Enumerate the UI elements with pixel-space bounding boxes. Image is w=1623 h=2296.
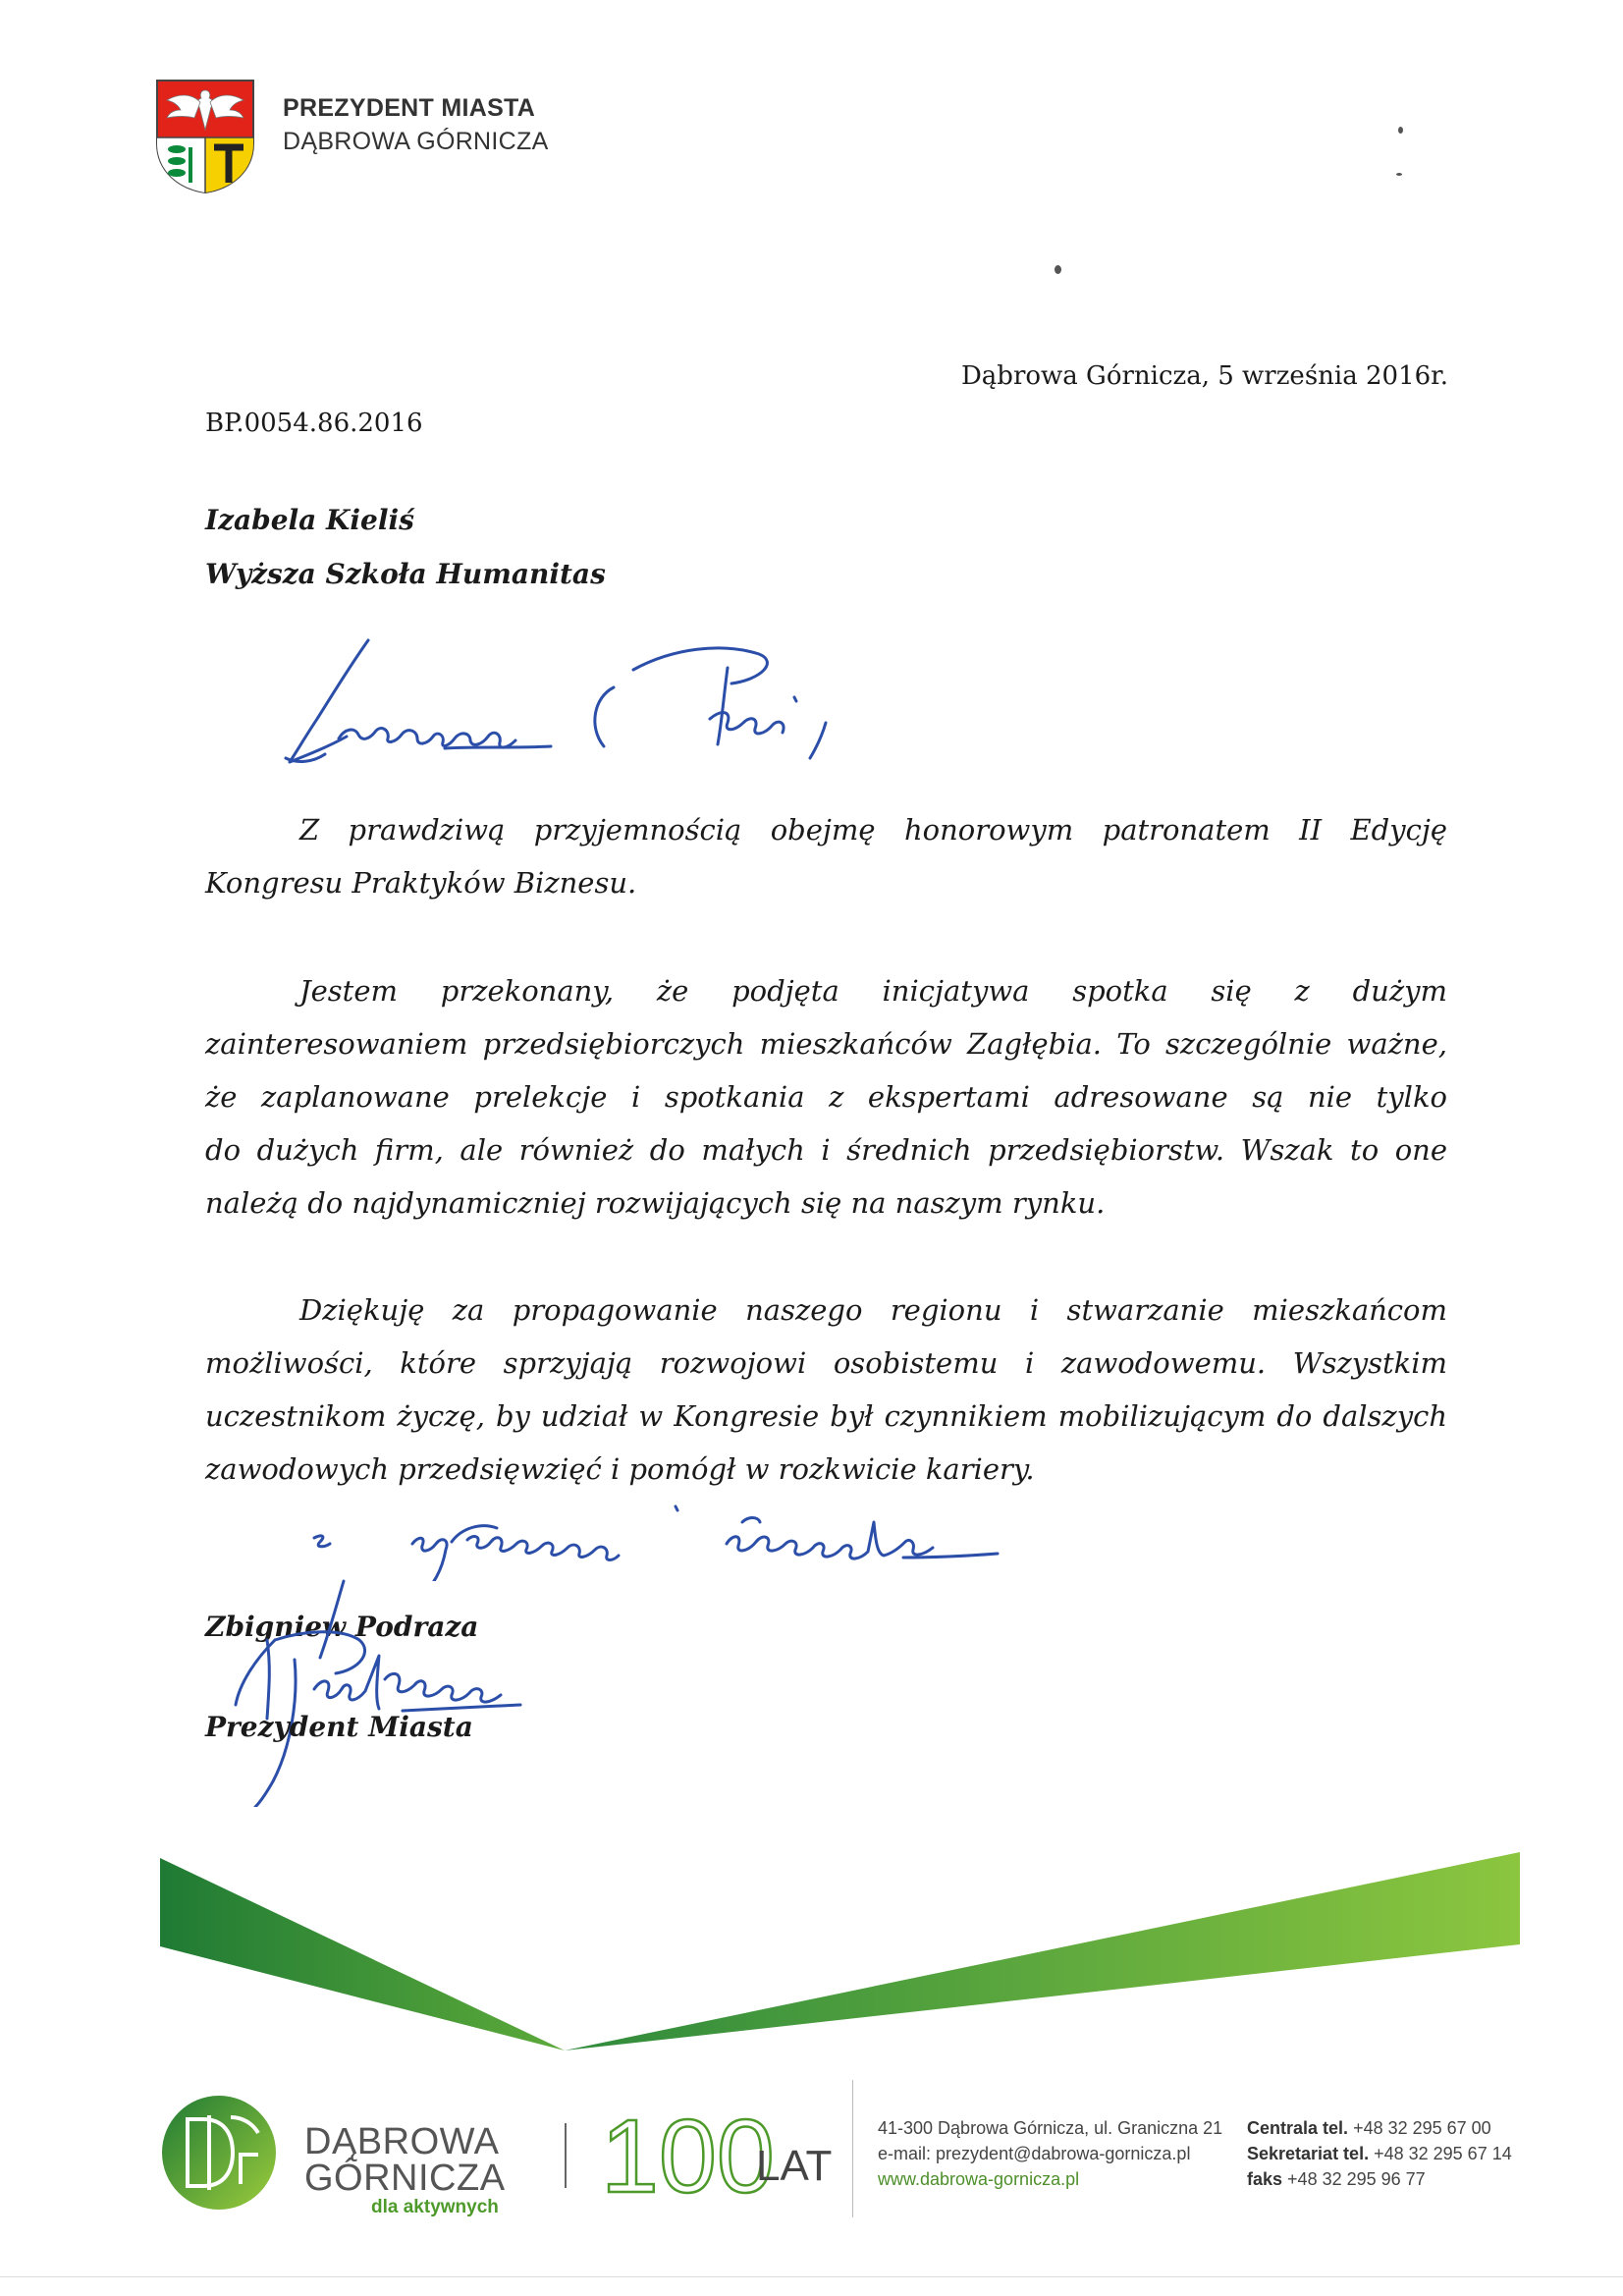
reference-number: BP.0054.86.2016	[205, 409, 423, 438]
email-label: e-mail:	[878, 2144, 932, 2163]
paragraph-line: uczestnikom życzę, by udział w Kongresie był czynnikiem mobilizującym do dalszych	[205, 1399, 1447, 1433]
scan-bottom-edge	[0, 2276, 1623, 2277]
phone-central-label: Centrala tel.	[1247, 2118, 1349, 2138]
paragraph-3	[205, 1284, 1447, 1496]
footer-fax	[1247, 2169, 1426, 2190]
fax-value: +48 32 295 96 77	[1287, 2169, 1426, 2189]
footer-phone-central	[1247, 2118, 1491, 2139]
recipient-organization: Wyższa Szkoła Humanitas	[205, 558, 606, 590]
footer-address: 41-300 Dąbrowa Górnicza, ul. Graniczna 21	[878, 2118, 1223, 2138]
handwritten-closing	[295, 1493, 1001, 1581]
paragraph-line: Kongresu Praktyków Biznesu.	[205, 866, 637, 900]
paragraph-line: do dużych firm, ale również do małych i średnich przedsiębiorstw. Wszak to one	[205, 1133, 1447, 1167]
paragraph-line: Jestem przekonany, że podjęta inicjatywa spotka się z dużym	[299, 974, 1447, 1008]
phone-secretariat-label: Sekretariat tel.	[1247, 2144, 1370, 2163]
scan-speck	[1398, 127, 1403, 134]
email-link[interactable]: prezydent@dabrowa-gornicza.pl	[936, 2144, 1191, 2163]
letter-date: Dąbrowa Górnicza, 5 września 2016r.	[960, 361, 1448, 391]
anniversary-number: 100	[601, 2102, 775, 2206]
paragraph-line: zainteresowaniem przedsiębiorczych mieszkańców Zagłębia. To szczególnie ważne,	[205, 1027, 1447, 1061]
scan-speck	[1396, 173, 1402, 176]
phone-secretariat-value: +48 32 295 67 14	[1374, 2144, 1512, 2163]
footer-divider-thin	[852, 2080, 853, 2217]
brand-tagline: dla aktywnych	[371, 2197, 499, 2217]
anniversary-label: LAT	[756, 2142, 833, 2190]
paragraph-line: Z prawdziwą przyjemnością obejmę honorowym patronatem II Edycję	[299, 813, 1447, 847]
green-wedge-decoration	[0, 1836, 1623, 2072]
brand-name-line1: DĄBROWA	[304, 2121, 500, 2162]
paragraph-line: zawodowych przedsięwzięć i pomógł w rozkwicie kariery.	[205, 1452, 1035, 1486]
paragraph-line: że zaplanowane prelekcje i spotkania z ekspertami adresowane są nie tylko	[205, 1080, 1447, 1114]
website-link[interactable]: www.dabrowa-gornicza.pl	[878, 2169, 1080, 2189]
paragraph-line: Dziękuję za propagowanie naszego regionu i stwarzanie mieszkańcom	[299, 1293, 1447, 1327]
paragraph-2	[205, 964, 1447, 1230]
org-name-line1: PREZYDENT MIASTA	[283, 94, 536, 122]
signatory-title: Prezydent Miasta	[205, 1711, 473, 1743]
dg-monogram-logo-icon	[160, 2094, 278, 2212]
paragraph-line: należą do najdynamiczniej rozwijających się na naszym rynku.	[205, 1186, 1106, 1220]
phone-central-value: +48 32 295 67 00	[1353, 2118, 1491, 2138]
footer-email-row	[878, 2144, 1190, 2164]
org-name-line2: DĄBROWA GÓRNICZA	[283, 128, 549, 155]
brand-name-line2: GÓRNICZA	[304, 2158, 506, 2199]
recipient-name: Izabela Kieliś	[205, 504, 414, 536]
handwritten-salutation	[280, 629, 839, 786]
fax-label: faks	[1247, 2169, 1283, 2189]
paragraph-1	[205, 803, 1447, 909]
footer-phone-secretariat	[1247, 2144, 1512, 2164]
footer-divider	[565, 2123, 567, 2188]
coat-of-arms-eagle-icon	[155, 79, 255, 194]
scan-speck	[1055, 265, 1061, 274]
paragraph-line: możliwości, które sprzyjają rozwojowi osobistemu i zawodowemu. Wszystkim	[205, 1346, 1447, 1380]
handwritten-signature	[157, 1571, 530, 1807]
signatory-name: Zbigniew Podraza	[205, 1611, 479, 1643]
